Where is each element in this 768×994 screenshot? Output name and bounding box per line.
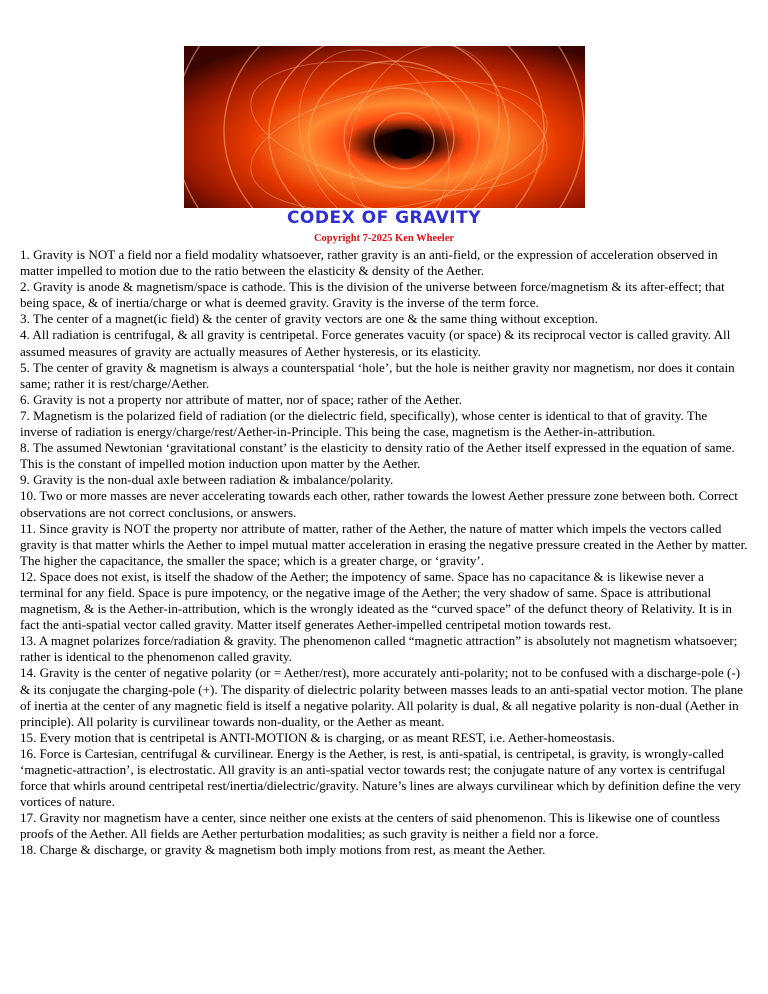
copyright-line: Copyright 7-2025 Ken Wheeler bbox=[313, 233, 455, 244]
codex-item-2: 2. Gravity is anode & magnetism/space is cathode. This is the division of the universe between force/magnetism & its after-effect; that being space, & of inertia/charge or what is deemed gravity. Gravity is the inverse of the term force. bbox=[20, 279, 725, 311]
codex-item-17: 17. Gravity nor magnetism have a center, since neither one exists at the centers of said phenomenon. This is likewise one of countless proofs of the Aether. All fields are Aether perturbation modalities; as such gravity is neither a field nor a force. bbox=[20, 810, 720, 842]
codex-item-16: 16. Force is Cartesian, centrifugal & curvilinear. Energy is the Aether, is rest, is anti-spatial, is centripetal, is gravity, is wrongly-called ‘magnetic-attraction’, is electrostatic. All gravity is an anti-spatial vector towards rest; the conjugate nature of any vortex is centrifugal force that whirls around centripetal rest/inertia/dielectric/gravity. Nature’s lines are always curvilinear which by definition define the very vortices of nature. bbox=[20, 745, 741, 810]
codex-item-11: 11. Since gravity is NOT the property nor attribute of matter, rather of the Aether, the nature of matter which impels the vectors called gravity is that matter whirls the Aether to impel mutual matter acceleration in erasing the negative pressure created in the Aether by matter. The higher the capacitance, the smaller the space; which is a greater charge, or ‘gravity’. bbox=[20, 520, 748, 568]
codex-item-7: 7. Magnetism is the polarized field of radiation (or the dielectric field, specifically), whose center is identical to that of gravity. The inverse of radiation is energy/charge/rest/Aether-in-Principle. This being the case, magnetism is the Aether-in-attribution. bbox=[20, 407, 708, 440]
codex-item-18: 18. Charge & discharge, or gravity & magnetism both imply motions from rest, as meant the Aether. bbox=[20, 842, 546, 858]
codex-item-4: 4. All radiation is centrifugal, & all gravity is centripetal. Force generates vacuity (or space) & its reciprocal vector is called gravity. All assumed measures of gravity are actually measures of Aether hysteresis, or its elasticity. bbox=[20, 327, 731, 359]
codex-item-9: 9. Gravity is the non-dual axle between radiation & imbalance/polarity. bbox=[20, 472, 394, 488]
codex-item-12: 12. Space does not exist, is itself the shadow of the Aether; the impotency of same. Space has no capacitance & is likewise never a terminal for any field. Space is pure impotency, or the negative image of the Aether; the very shadow of same. Space is attributional magnetism, & is the Aether-in-attribution, which is the wrongly ideated as the “curved space” of the defunct theory of Relativity. It is in fact the anti-spatial vector called gravity. Matter itself generates Aether-impelled centripetal motion towards rest. bbox=[20, 568, 732, 633]
codex-item-6: 6. Gravity is not a property nor attribute of matter, nor of space; rather of the Aether. bbox=[20, 391, 462, 407]
red-vortex-image bbox=[184, 46, 585, 208]
codex-item-14: 14. Gravity is the center of negative polarity (or = Aether/rest), more accurately anti-polarity; not to be confused with a discharge-pole (-) & its conjugate the charging-pole (+). The disparity of dielectric polarity between masses leads to an anti-spatial vector motion. The plane of inertia at the center of any magnetic field is itself a negative polarity. All polarity is dual, & all negative polarity is non-dual (Aether in principle). All polarity is curvilinear towards non-duality, or the Aether as meant. bbox=[20, 665, 743, 729]
page-title: CODEX OF GRAVITY bbox=[286, 208, 482, 228]
codex-item-8: 8. The assumed Newtonian ‘gravitational constant’ is the elasticity to density ratio of the Aether itself expressed in the equation of same. This is the constant of impelled motion induction upon matter by the Aether. bbox=[20, 440, 735, 472]
codex-body bbox=[20, 247, 748, 859]
codex-item-3: 3. The center of a magnet(ic field) & the center of gravity vectors are one & the same thing without exception. bbox=[20, 311, 598, 327]
codex-item-13: 13. A magnet polarizes force/radiation & gravity. The phenomenon called “magnetic attraction” is absolutely not magnetism whatsoever; rather is identical to the phenomenon called gravity. bbox=[20, 633, 738, 665]
codex-item-5: 5. The center of gravity & magnetism is always a counterspatial ‘hole’, but the hole is neither gravity nor magnetism, nor does it contain same; rather it is rest/charge/Aether. bbox=[20, 359, 735, 391]
codex-item-1: 1. Gravity is NOT a field nor a field modality whatsoever, rather gravity is an anti-field, or the expression of acceleration observed in matter impelled to motion due to the ratio between the elasticity & density of the Aether. bbox=[20, 247, 718, 279]
codex-item-10: 10. Two or more masses are never accelerating towards each other, rather towards the lowest Aether pressure zone between both. Correct observations are not correct conclusions, or answers. bbox=[20, 488, 738, 520]
codex-item-15: 15. Every motion that is centripetal is ANTI-MOTION & is charging, or as meant REST, i.e. Aether-homeostasis. bbox=[20, 729, 615, 745]
